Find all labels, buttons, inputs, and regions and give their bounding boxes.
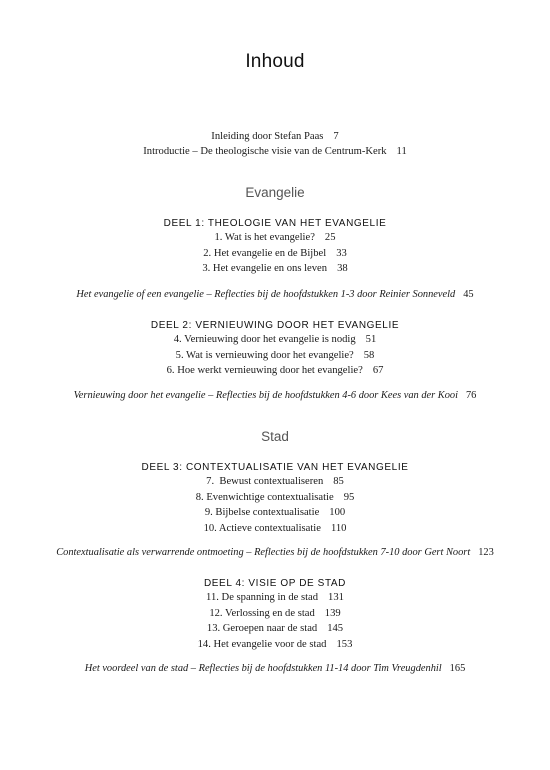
part-heading-deel-1: DEEL 1: THEOLOGIE VAN HET EVANGELIE [163, 218, 387, 229]
toc-entry-label: 6. Hoe werkt vernieuwing door het evangelie? [166, 365, 363, 376]
page-title: Inhoud [245, 51, 305, 72]
toc-entry-label: Het voordeel van de stad – Reflecties bij de hoofdstukken 11-14 door Tim Vreugdenhil [84, 663, 442, 674]
toc-entry-reflection-2[interactable] [0, 390, 550, 401]
toc-entry-page: 165 [449, 663, 466, 674]
chapter-list-deel-2 [0, 332, 550, 379]
toc-entry-chapter-1[interactable] [0, 230, 550, 246]
chapter-list-deel-1 [0, 230, 550, 277]
toc-entry-label: 10. Actieve contextualisatie [203, 522, 321, 534]
toc-entry-chapter-2[interactable] [0, 246, 550, 262]
toc-entry-page: 153 [336, 638, 353, 650]
part-heading-deel-3: DEEL 3: CONTEXTUALISATIE VAN HET EVANGELIE [141, 462, 409, 473]
toc-intro-list [0, 129, 550, 159]
toc-entry-chapter-13[interactable] [0, 621, 550, 637]
toc-entry-label: 7. Bewust contextualiseren [206, 476, 324, 487]
toc-entry-chapter-11[interactable] [0, 590, 550, 606]
toc-entry-page: 139 [324, 607, 341, 619]
toc-entry-chapter-12[interactable] [0, 606, 550, 622]
toc-entry-page: 33 [336, 247, 347, 259]
toc-entry-label: 9. Bijbelse contextualisatie [204, 507, 320, 518]
toc-entry-label: 5. Wat is vernieuwing door het evangelie? [175, 349, 354, 361]
toc-entry-page: 123 [478, 547, 494, 558]
toc-entry-page: 45 [463, 289, 474, 300]
toc-entry-reflection-4[interactable] [0, 663, 550, 674]
toc-entry-label: Contextualisatie als verwarrende ontmoeting – Reflecties bij de hoofdstukken 7-10 door Gert Noort [56, 547, 471, 558]
toc-entry-chapter-6[interactable] [0, 363, 550, 379]
toc-entry-chapter-10[interactable] [0, 521, 550, 537]
toc-entry-label: 4. Vernieuwing door het evangelie is nodig [173, 334, 356, 345]
toc-entry-label: 3. Het evangelie en ons leven [202, 263, 328, 274]
toc-entry-page: 11 [396, 146, 407, 157]
toc-entry-label: 11. De spanning in de stad [206, 592, 319, 603]
toc-entry-page: 100 [329, 507, 346, 518]
toc-entry-label: 1. Wat is het evangelie? [214, 232, 315, 243]
toc-entry-page: 7 [333, 131, 339, 142]
toc-entry-page: 67 [372, 365, 384, 376]
toc-entry-reflection-1[interactable] [0, 289, 550, 300]
toc-entry-label: Introductie – De theologische visie van de Centrum-Kerk [143, 146, 387, 157]
section-heading-evangelie: Evangelie [245, 185, 305, 200]
toc-entry-chapter-7[interactable] [0, 474, 550, 490]
toc-entry-page: 145 [327, 623, 344, 634]
toc-entry-introductie[interactable] [0, 144, 550, 159]
toc-entry-page: 38 [337, 263, 348, 274]
part-heading-deel-2: DEEL 2: VERNIEUWING DOOR HET EVANGELIE [150, 320, 400, 331]
toc-entry-reflection-3[interactable] [0, 547, 550, 558]
toc-entry-page: 110 [330, 522, 347, 534]
toc-entry-page: 76 [465, 390, 477, 401]
toc-entry-page: 85 [333, 476, 344, 487]
toc-entry-chapter-8[interactable] [0, 490, 550, 506]
section-heading-stad: Stad [261, 429, 289, 444]
toc-entry-page: 51 [365, 334, 377, 345]
toc-entry-page: 58 [363, 349, 375, 361]
part-heading-deel-4: DEEL 4: VISIE OP DE STAD [203, 578, 347, 589]
toc-entry-label: 2. Het evangelie en de Bijbel [203, 247, 327, 259]
chapter-list-deel-4 [0, 590, 550, 652]
toc-entry-page: 131 [328, 592, 344, 603]
toc-entry-label: Inleiding door Stefan Paas [211, 131, 324, 142]
toc-entry-inleiding[interactable] [0, 129, 550, 144]
toc-entry-page: 25 [324, 232, 336, 243]
chapter-list-deel-3 [0, 474, 550, 536]
toc-entry-chapter-5[interactable] [0, 348, 550, 364]
toc-entry-label: 14. Het evangelie voor de stad [197, 638, 327, 650]
toc-entry-label: 12. Verlossing en de stad [209, 607, 315, 619]
toc-entry-label: 13. Geroepen naar de stad [206, 623, 318, 634]
toc-entry-page: 95 [343, 491, 355, 503]
toc-entry-label: Het evangelie of een evangelie – Reflecties bij de hoofdstukken 1-3 door Reinier Sonneveld [76, 289, 456, 300]
toc-entry-chapter-4[interactable] [0, 332, 550, 348]
toc-entry-label: Vernieuwing door het evangelie – Reflecties bij de hoofdstukken 4-6 door Kees van der Kooi [73, 390, 458, 401]
toc-entry-chapter-3[interactable] [0, 261, 550, 277]
toc-entry-label: 8. Evenwichtige contextualisatie [195, 491, 334, 503]
toc-entry-chapter-14[interactable] [0, 637, 550, 653]
toc-entry-chapter-9[interactable] [0, 505, 550, 521]
